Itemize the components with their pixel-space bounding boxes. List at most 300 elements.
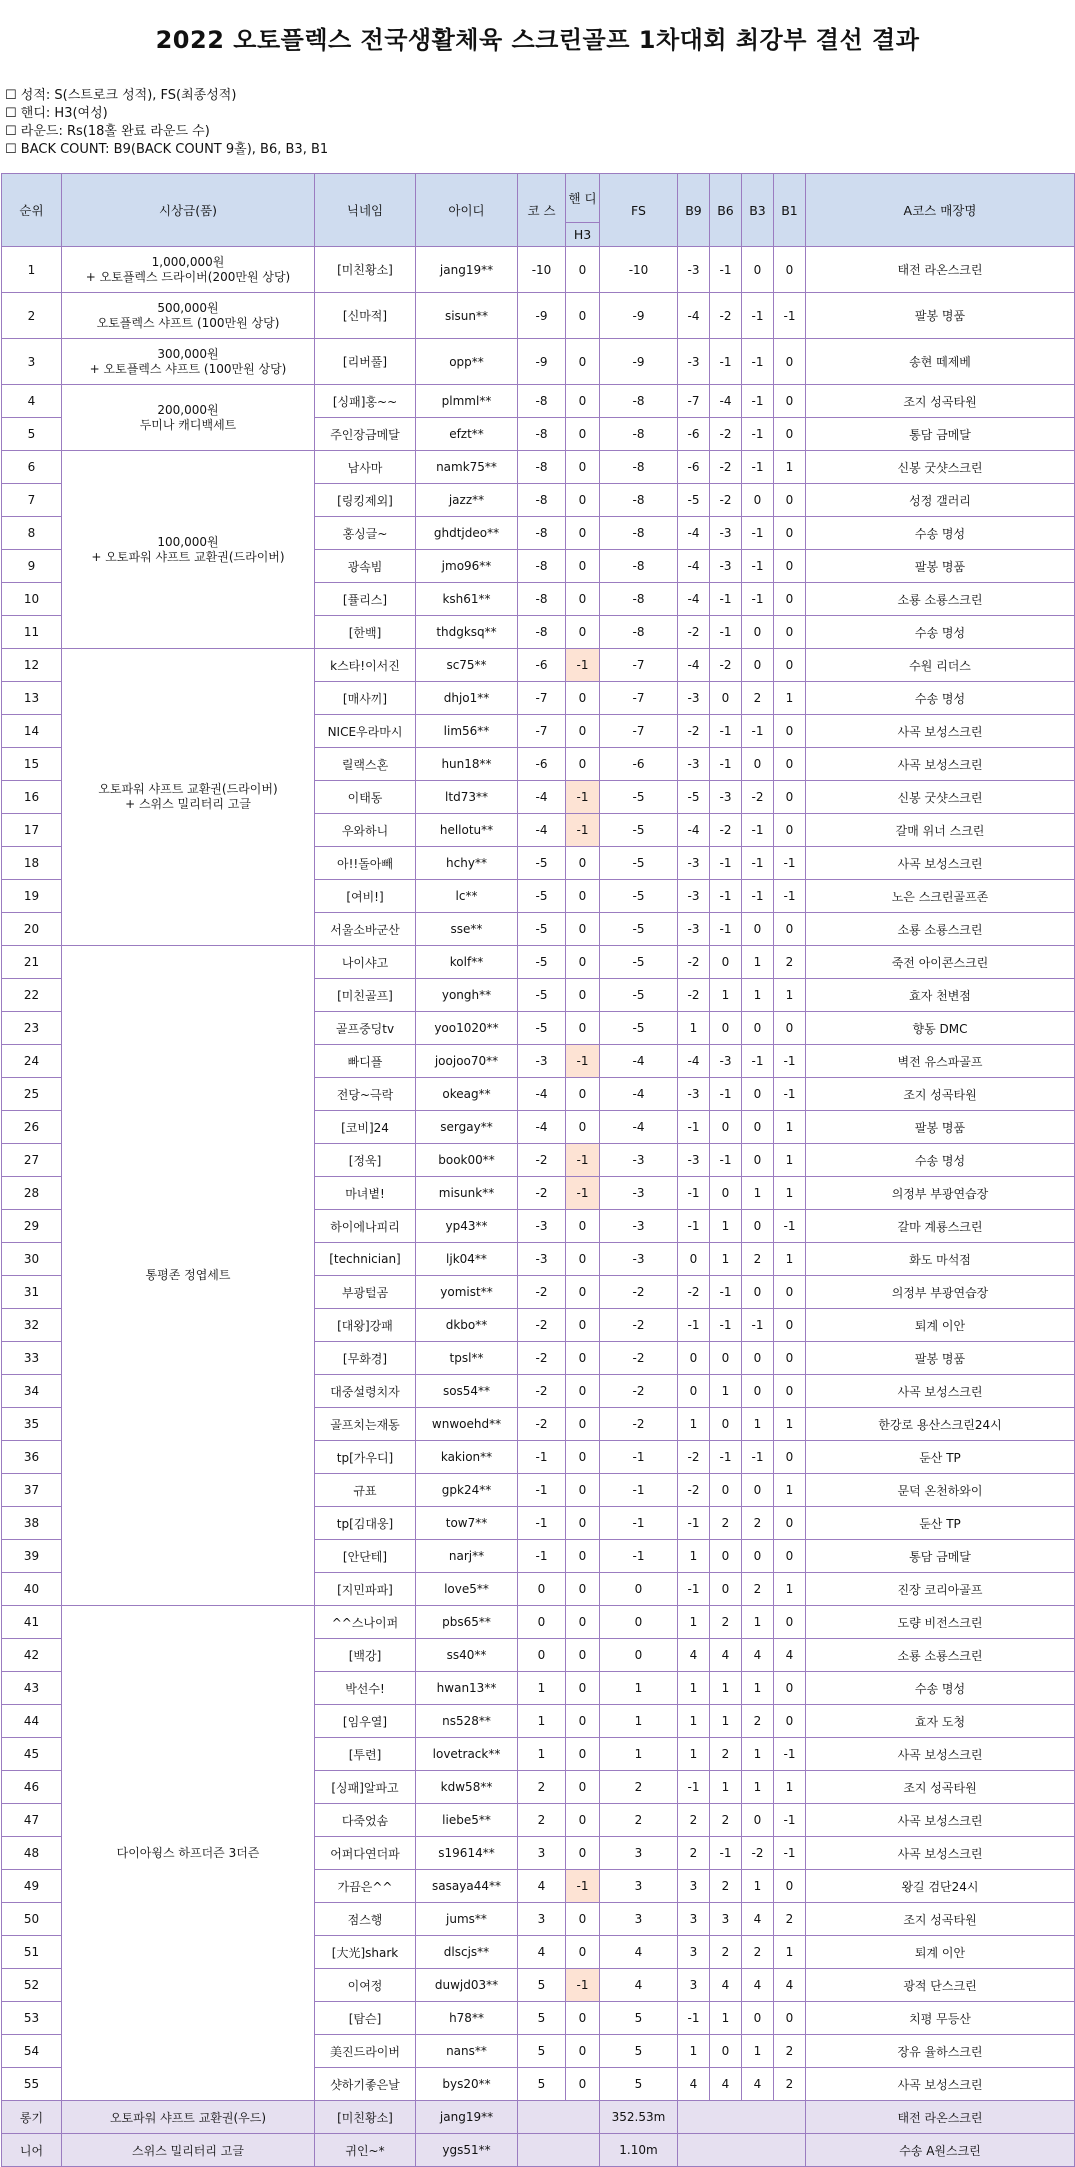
rank-cell: 6 bbox=[2, 451, 62, 484]
store-cell: 사곡 보성스크린 bbox=[806, 847, 1075, 880]
handicap-cell: 0 bbox=[566, 1936, 600, 1969]
id-cell: opp** bbox=[416, 339, 518, 385]
b9-cell: -4 bbox=[678, 583, 710, 616]
b3-cell: 0 bbox=[742, 913, 774, 946]
b1-cell: -1 bbox=[774, 1837, 806, 1870]
course-cell: -2 bbox=[518, 1276, 566, 1309]
b1-cell: 0 bbox=[774, 1507, 806, 1540]
prize-cell bbox=[62, 247, 315, 293]
fs-cell: -5 bbox=[600, 847, 678, 880]
id-cell: yp43** bbox=[416, 1210, 518, 1243]
rank-cell: 4 bbox=[2, 385, 62, 418]
b3-cell: -1 bbox=[742, 550, 774, 583]
store-cell: 광적 단스크린 bbox=[806, 1969, 1075, 2002]
id-cell: hchy** bbox=[416, 847, 518, 880]
b3-cell: 1 bbox=[742, 1606, 774, 1639]
b1-cell: 2 bbox=[774, 2068, 806, 2101]
nickname-cell: [코비]24 bbox=[315, 1111, 416, 1144]
prize-line: 1,000,000원 bbox=[151, 254, 225, 269]
b1-cell: 0 bbox=[774, 1309, 806, 1342]
rank-cell: 46 bbox=[2, 1771, 62, 1804]
b3-cell: 0 bbox=[742, 1144, 774, 1177]
id-cell: hwan13** bbox=[416, 1672, 518, 1705]
store-cell: 한강로 용산스크린24시 bbox=[806, 1408, 1075, 1441]
b9-cell: -3 bbox=[678, 1078, 710, 1111]
course-cell: -4 bbox=[518, 781, 566, 814]
store-cell: 둔산 TP bbox=[806, 1441, 1075, 1474]
b6-cell: -3 bbox=[710, 550, 742, 583]
b6-cell: -1 bbox=[710, 1309, 742, 1342]
b6-cell: -2 bbox=[710, 293, 742, 339]
course-cell: -2 bbox=[518, 1177, 566, 1210]
course-cell: -5 bbox=[518, 1012, 566, 1045]
b3-cell: 2 bbox=[742, 1243, 774, 1276]
course-cell: -8 bbox=[518, 583, 566, 616]
b9-cell: -1 bbox=[678, 1309, 710, 1342]
b9-cell: 0 bbox=[678, 1342, 710, 1375]
b3-cell: 0 bbox=[742, 1210, 774, 1243]
fs-cell: -10 bbox=[600, 247, 678, 293]
b9-cell: 3 bbox=[678, 1870, 710, 1903]
b9-cell: -4 bbox=[678, 293, 710, 339]
handicap-cell: 0 bbox=[566, 418, 600, 451]
b6-cell: -3 bbox=[710, 781, 742, 814]
b9-cell: -3 bbox=[678, 339, 710, 385]
prize-cell bbox=[62, 293, 315, 339]
rank-cell: 28 bbox=[2, 1177, 62, 1210]
b3-cell: -1 bbox=[742, 1309, 774, 1342]
fs-cell: 4 bbox=[600, 1936, 678, 1969]
b1-cell: 0 bbox=[774, 781, 806, 814]
store-cell: 진장 코리아골프 bbox=[806, 1573, 1075, 1606]
b3-cell: -1 bbox=[742, 1441, 774, 1474]
fs-cell: -8 bbox=[600, 385, 678, 418]
id-cell: dhjo1** bbox=[416, 682, 518, 715]
b9-cell: 3 bbox=[678, 1936, 710, 1969]
b1-cell: 0 bbox=[774, 484, 806, 517]
store-cell: 사곡 보성스크린 bbox=[806, 715, 1075, 748]
b3-cell: 0 bbox=[742, 1342, 774, 1375]
rank-cell: 9 bbox=[2, 550, 62, 583]
b3-cell: 1 bbox=[742, 2035, 774, 2068]
id-cell: jazz** bbox=[416, 484, 518, 517]
nickname-cell: 광속빔 bbox=[315, 550, 416, 583]
course-cell: -5 bbox=[518, 880, 566, 913]
fs-cell: 1 bbox=[600, 1672, 678, 1705]
b6-cell: -1 bbox=[710, 247, 742, 293]
fs-cell: 1 bbox=[600, 1705, 678, 1738]
nickname-cell: [미친황소] bbox=[315, 247, 416, 293]
store-cell: 통담 금메달 bbox=[806, 418, 1075, 451]
nickname-cell: 박선수! bbox=[315, 1672, 416, 1705]
b9-cell: -3 bbox=[678, 682, 710, 715]
b9-cell: 3 bbox=[678, 1903, 710, 1936]
fs-cell: -4 bbox=[600, 1045, 678, 1078]
b3-cell: -1 bbox=[742, 385, 774, 418]
rank-cell: 23 bbox=[2, 1012, 62, 1045]
handicap-cell: 0 bbox=[566, 339, 600, 385]
id-cell: love5** bbox=[416, 1573, 518, 1606]
course-cell: 5 bbox=[518, 2002, 566, 2035]
store-cell: 치평 무등산 bbox=[806, 2002, 1075, 2035]
rank-cell: 2 bbox=[2, 293, 62, 339]
store-cell: 의정부 부광연습장 bbox=[806, 1276, 1075, 1309]
b6-cell: 1 bbox=[710, 1705, 742, 1738]
rank-cell: 19 bbox=[2, 880, 62, 913]
b9-cell: -2 bbox=[678, 946, 710, 979]
b1-cell: 0 bbox=[774, 913, 806, 946]
store-cell: 사곡 보성스크린 bbox=[806, 1738, 1075, 1771]
store-cell: 조지 성곡타원 bbox=[806, 1903, 1075, 1936]
award-id: jang19** bbox=[416, 2101, 518, 2134]
nickname-cell: [안단테] bbox=[315, 1540, 416, 1573]
rank-cell: 21 bbox=[2, 946, 62, 979]
fs-cell: 2 bbox=[600, 1771, 678, 1804]
nickname-cell: [미친골프] bbox=[315, 979, 416, 1012]
rank-cell: 41 bbox=[2, 1606, 62, 1639]
b1-cell: 0 bbox=[774, 550, 806, 583]
b1-cell: 0 bbox=[774, 1705, 806, 1738]
id-cell: dkbo** bbox=[416, 1309, 518, 1342]
store-cell: 사곡 보성스크린 bbox=[806, 1375, 1075, 1408]
nickname-cell: 릴랙스혼 bbox=[315, 748, 416, 781]
page-title: 2022 오토플렉스 전국생활체육 스크린골프 1차대회 최강부 결선 결과 bbox=[155, 26, 920, 54]
id-cell: bys20** bbox=[416, 2068, 518, 2101]
store-cell: 도량 비전스크린 bbox=[806, 1606, 1075, 1639]
b9-cell: -5 bbox=[678, 781, 710, 814]
handicap-cell: -1 bbox=[566, 649, 600, 682]
course-cell: -4 bbox=[518, 814, 566, 847]
b3-cell: 0 bbox=[742, 1474, 774, 1507]
handicap-cell: 0 bbox=[566, 247, 600, 293]
nickname-cell: 전당~극락 bbox=[315, 1078, 416, 1111]
nickname-cell: k스타!이서진 bbox=[315, 649, 416, 682]
id-cell: wnwoehd** bbox=[416, 1408, 518, 1441]
b6-cell: 0 bbox=[710, 1573, 742, 1606]
rank-cell: 43 bbox=[2, 1672, 62, 1705]
b3-cell: 0 bbox=[742, 649, 774, 682]
handicap-cell: 0 bbox=[566, 2068, 600, 2101]
rank-cell: 7 bbox=[2, 484, 62, 517]
id-cell: duwjd03** bbox=[416, 1969, 518, 2002]
b3-cell: 1 bbox=[742, 1408, 774, 1441]
handicap-cell: 0 bbox=[566, 1474, 600, 1507]
b6-cell: -1 bbox=[710, 913, 742, 946]
b6-cell: -1 bbox=[710, 1441, 742, 1474]
course-cell: -8 bbox=[518, 451, 566, 484]
b6-cell: -1 bbox=[710, 339, 742, 385]
course-cell: -8 bbox=[518, 385, 566, 418]
fs-cell: -5 bbox=[600, 979, 678, 1012]
fs-cell: 0 bbox=[600, 1639, 678, 1672]
b9-cell: -4 bbox=[678, 550, 710, 583]
b6-cell: -1 bbox=[710, 1276, 742, 1309]
rank-cell: 40 bbox=[2, 1573, 62, 1606]
b3-cell: -1 bbox=[742, 847, 774, 880]
id-cell: pbs65** bbox=[416, 1606, 518, 1639]
course-cell: -8 bbox=[518, 517, 566, 550]
b3-cell: -2 bbox=[742, 1837, 774, 1870]
handicap-cell: 0 bbox=[566, 1507, 600, 1540]
course-cell: -3 bbox=[518, 1243, 566, 1276]
b3-cell: -2 bbox=[742, 781, 774, 814]
b1-cell: -1 bbox=[774, 1210, 806, 1243]
nickname-cell: 하이에나피리 bbox=[315, 1210, 416, 1243]
nickname-cell: [대왕]강패 bbox=[315, 1309, 416, 1342]
b1-cell: 1 bbox=[774, 1144, 806, 1177]
b6-cell: -2 bbox=[710, 418, 742, 451]
nickname-cell: [링킹제외] bbox=[315, 484, 416, 517]
store-cell: 수원 리더스 bbox=[806, 649, 1075, 682]
handicap-cell: -1 bbox=[566, 1045, 600, 1078]
handicap-cell: -1 bbox=[566, 814, 600, 847]
course-cell: 1 bbox=[518, 1738, 566, 1771]
store-cell: 둔산 TP bbox=[806, 1507, 1075, 1540]
id-cell: efzt** bbox=[416, 418, 518, 451]
b1-cell: 0 bbox=[774, 1441, 806, 1474]
b6-cell: -2 bbox=[710, 814, 742, 847]
b1-cell: 1 bbox=[774, 1474, 806, 1507]
id-cell: hun18** bbox=[416, 748, 518, 781]
b6-cell: 2 bbox=[710, 1870, 742, 1903]
handicap-cell: 0 bbox=[566, 616, 600, 649]
nickname-cell: [신마적] bbox=[315, 293, 416, 339]
store-cell: 송현 떼제베 bbox=[806, 339, 1075, 385]
b1-cell: -1 bbox=[774, 293, 806, 339]
rank-cell: 14 bbox=[2, 715, 62, 748]
course-cell: -2 bbox=[518, 1309, 566, 1342]
b1-cell: 0 bbox=[774, 1672, 806, 1705]
nickname-cell: NICE우라마시 bbox=[315, 715, 416, 748]
b1-cell: 1 bbox=[774, 1573, 806, 1606]
b6-cell: 0 bbox=[710, 1408, 742, 1441]
prize-cell bbox=[62, 339, 315, 385]
nickname-cell: tp[가우디] bbox=[315, 1441, 416, 1474]
b6-cell: 1 bbox=[710, 1210, 742, 1243]
nickname-cell: [정욱] bbox=[315, 1144, 416, 1177]
id-cell: ltd73** bbox=[416, 781, 518, 814]
handicap-cell: 0 bbox=[566, 1111, 600, 1144]
b6-cell: 1 bbox=[710, 1375, 742, 1408]
b6-cell: 0 bbox=[710, 1540, 742, 1573]
course-cell: -5 bbox=[518, 979, 566, 1012]
id-cell: sergay** bbox=[416, 1111, 518, 1144]
b3-cell: 1 bbox=[742, 1738, 774, 1771]
header-handicap: 핸 디 bbox=[566, 174, 600, 223]
header-b1: B1 bbox=[774, 174, 806, 247]
fs-cell: -6 bbox=[600, 748, 678, 781]
rank-cell: 45 bbox=[2, 1738, 62, 1771]
handicap-cell: 0 bbox=[566, 1243, 600, 1276]
handicap-cell: 0 bbox=[566, 1342, 600, 1375]
handicap-cell: -1 bbox=[566, 781, 600, 814]
b6-cell: 4 bbox=[710, 1639, 742, 1672]
store-cell: 갈매 위너 스크린 bbox=[806, 814, 1075, 847]
handicap-cell: 0 bbox=[566, 1903, 600, 1936]
award-label: 롱기 bbox=[2, 2101, 62, 2134]
b9-cell: -1 bbox=[678, 1573, 710, 1606]
course-cell: -7 bbox=[518, 682, 566, 715]
store-cell: 신봉 굿샷스크린 bbox=[806, 781, 1075, 814]
fs-cell: 4 bbox=[600, 1969, 678, 2002]
b6-cell: 0 bbox=[710, 1474, 742, 1507]
header-rank: 순위 bbox=[2, 174, 62, 247]
prize-cell bbox=[62, 649, 315, 946]
nickname-cell: [여비!] bbox=[315, 880, 416, 913]
rank-cell: 26 bbox=[2, 1111, 62, 1144]
course-cell: -9 bbox=[518, 293, 566, 339]
b3-cell: -1 bbox=[742, 814, 774, 847]
handicap-cell: 0 bbox=[566, 385, 600, 418]
b3-cell: -1 bbox=[742, 880, 774, 913]
nickname-cell: 대중설령치자 bbox=[315, 1375, 416, 1408]
rank-cell: 38 bbox=[2, 1507, 62, 1540]
b1-cell: 1 bbox=[774, 1243, 806, 1276]
handicap-cell: 0 bbox=[566, 1804, 600, 1837]
b1-cell: -1 bbox=[774, 880, 806, 913]
course-cell: 3 bbox=[518, 1837, 566, 1870]
header-h3: H3 bbox=[566, 223, 600, 247]
id-cell: liebe5** bbox=[416, 1804, 518, 1837]
b9-cell: -3 bbox=[678, 247, 710, 293]
b9-cell: -4 bbox=[678, 814, 710, 847]
nickname-cell: [大光]shark bbox=[315, 1936, 416, 1969]
b3-cell: -1 bbox=[742, 715, 774, 748]
store-cell: 왕길 검단24시 bbox=[806, 1870, 1075, 1903]
handicap-cell: 0 bbox=[566, 484, 600, 517]
prize-cell bbox=[62, 385, 315, 451]
b1-cell: 1 bbox=[774, 1408, 806, 1441]
store-cell: 수송 명성 bbox=[806, 1144, 1075, 1177]
b6-cell: 1 bbox=[710, 2002, 742, 2035]
rank-cell: 29 bbox=[2, 1210, 62, 1243]
handicap-cell: 0 bbox=[566, 583, 600, 616]
store-cell: 팔봉 명품 bbox=[806, 1111, 1075, 1144]
b9-cell: -2 bbox=[678, 979, 710, 1012]
store-cell: 사곡 보성스크린 bbox=[806, 748, 1075, 781]
b3-cell: 0 bbox=[742, 1540, 774, 1573]
prize-line: + 스위스 밀리터리 고글 bbox=[125, 797, 251, 811]
award-id: ygs51** bbox=[416, 2134, 518, 2167]
b1-cell: 1 bbox=[774, 1111, 806, 1144]
b1-cell: -1 bbox=[774, 1804, 806, 1837]
fs-cell: -5 bbox=[600, 781, 678, 814]
nickname-cell: 나이샤고 bbox=[315, 946, 416, 979]
handicap-cell: 0 bbox=[566, 715, 600, 748]
rank-cell: 44 bbox=[2, 1705, 62, 1738]
b1-cell: -1 bbox=[774, 1738, 806, 1771]
fs-cell: 1 bbox=[600, 1738, 678, 1771]
store-cell: 의정부 부광연습장 bbox=[806, 1177, 1075, 1210]
nickname-cell: 서울소바군산 bbox=[315, 913, 416, 946]
id-cell: hellotu** bbox=[416, 814, 518, 847]
b9-cell: -4 bbox=[678, 1045, 710, 1078]
rank-cell: 33 bbox=[2, 1342, 62, 1375]
handicap-cell: 0 bbox=[566, 1441, 600, 1474]
b1-cell: 0 bbox=[774, 748, 806, 781]
fs-cell: -7 bbox=[600, 715, 678, 748]
id-cell: kdw58** bbox=[416, 1771, 518, 1804]
b3-cell: -1 bbox=[742, 418, 774, 451]
store-cell: 사곡 보성스크린 bbox=[806, 2068, 1075, 2101]
award-prize: 오토파워 샤프트 교환권(우드) bbox=[62, 2101, 315, 2134]
handicap-cell: 0 bbox=[566, 682, 600, 715]
nickname-cell: [싱패]알파고 bbox=[315, 1771, 416, 1804]
course-cell: -6 bbox=[518, 748, 566, 781]
b6-cell: -1 bbox=[710, 748, 742, 781]
id-cell: sos54** bbox=[416, 1375, 518, 1408]
b3-cell: 1 bbox=[742, 1870, 774, 1903]
rank-cell: 31 bbox=[2, 1276, 62, 1309]
b6-cell: -1 bbox=[710, 847, 742, 880]
nickname-cell: 다죽었솜 bbox=[315, 1804, 416, 1837]
fs-cell: -3 bbox=[600, 1177, 678, 1210]
rank-cell: 37 bbox=[2, 1474, 62, 1507]
nickname-cell: 부광털곰 bbox=[315, 1276, 416, 1309]
handicap-cell: 0 bbox=[566, 1276, 600, 1309]
course-cell: -3 bbox=[518, 1045, 566, 1078]
b9-cell: -1 bbox=[678, 1177, 710, 1210]
fs-cell: -5 bbox=[600, 814, 678, 847]
id-cell: dlscjs** bbox=[416, 1936, 518, 1969]
id-cell: jums** bbox=[416, 1903, 518, 1936]
fs-cell: 3 bbox=[600, 1837, 678, 1870]
id-cell: sse** bbox=[416, 913, 518, 946]
course-cell: 5 bbox=[518, 1969, 566, 2002]
nickname-cell: 이태동 bbox=[315, 781, 416, 814]
b6-cell: 3 bbox=[710, 1903, 742, 1936]
table-row bbox=[2, 339, 1075, 385]
id-cell: joojoo70** bbox=[416, 1045, 518, 1078]
prize-line: 300,000원 bbox=[157, 346, 219, 361]
store-cell: 갈마 계룡스크린 bbox=[806, 1210, 1075, 1243]
rank-cell: 10 bbox=[2, 583, 62, 616]
b1-cell: 1 bbox=[774, 979, 806, 1012]
b3-cell: 0 bbox=[742, 247, 774, 293]
handicap-cell: 0 bbox=[566, 517, 600, 550]
note-handicap: ☐ 핸디: H3(여성) bbox=[5, 106, 108, 121]
b9-cell: -2 bbox=[678, 1276, 710, 1309]
rank-cell: 25 bbox=[2, 1078, 62, 1111]
b6-cell: 0 bbox=[710, 2035, 742, 2068]
b3-cell: 0 bbox=[742, 1804, 774, 1837]
b3-cell: 0 bbox=[742, 1276, 774, 1309]
course-cell: -1 bbox=[518, 1507, 566, 1540]
fs-cell: -8 bbox=[600, 418, 678, 451]
b9-cell: -6 bbox=[678, 451, 710, 484]
rank-cell: 16 bbox=[2, 781, 62, 814]
id-cell: namk75** bbox=[416, 451, 518, 484]
b1-cell: -1 bbox=[774, 1078, 806, 1111]
store-cell: 노은 스크린골프존 bbox=[806, 880, 1075, 913]
b6-cell: 2 bbox=[710, 1507, 742, 1540]
b3-cell: 0 bbox=[742, 484, 774, 517]
b6-cell: 4 bbox=[710, 2068, 742, 2101]
b9-cell: -3 bbox=[678, 880, 710, 913]
fs-cell: 3 bbox=[600, 1870, 678, 1903]
id-cell: h78** bbox=[416, 2002, 518, 2035]
b9-cell: 1 bbox=[678, 2035, 710, 2068]
nickname-cell: 가끔은^^ bbox=[315, 1870, 416, 1903]
note-score: ☐ 성적: S(스트로크 성적), FS(최종성적) bbox=[5, 88, 237, 103]
b9-cell: 1 bbox=[678, 1540, 710, 1573]
rank-cell: 5 bbox=[2, 418, 62, 451]
b6-cell: -4 bbox=[710, 385, 742, 418]
b9-cell: 0 bbox=[678, 1375, 710, 1408]
fs-cell: 0 bbox=[600, 1606, 678, 1639]
handicap-cell: 0 bbox=[566, 451, 600, 484]
handicap-cell: 0 bbox=[566, 1375, 600, 1408]
